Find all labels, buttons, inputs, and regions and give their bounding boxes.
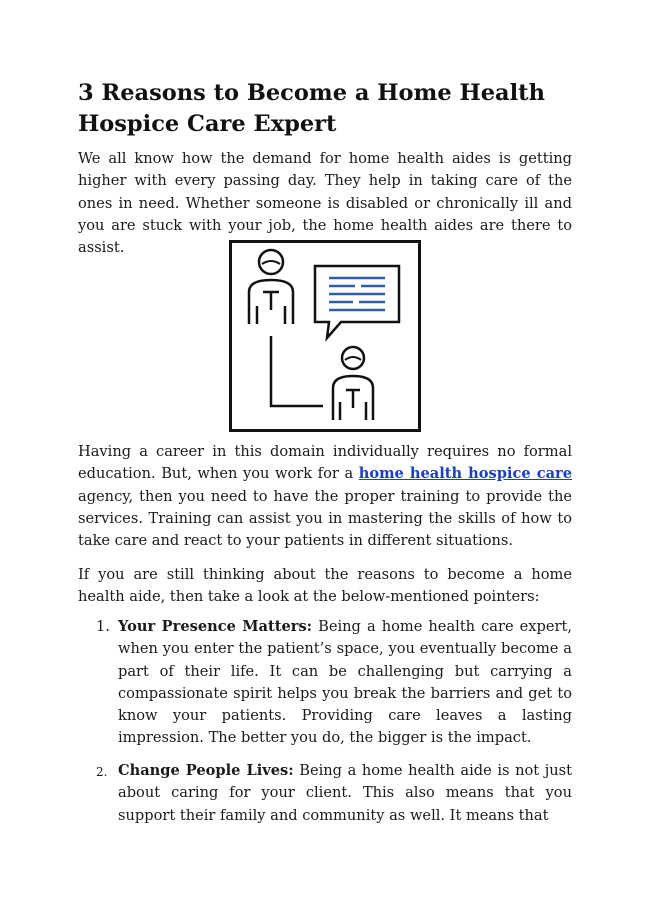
list-item-body: [118, 616, 572, 750]
list-item-title: Your Presence Matters:: [118, 618, 313, 635]
hospice-care-link[interactable]: home health hospice care: [358, 465, 573, 483]
pointers-intro-paragraph: If you are still thinking about the reasons to become a home health aide, then take a look at the below-mentioned pointers:: [78, 566, 572, 606]
list-item-body: [118, 760, 572, 827]
article-title: 3 Reasons to Become a Home Health Hospice Care Expert: [78, 80, 545, 137]
training-text-start: Having a career in this domain individually requires no formal education. But, when you work for a: [78, 443, 572, 483]
list-item-text: Being a home health care expert, when you enter the patient’s space, you eventually become a part of their life. It can be challenging but carrying a compassionate spirit helps you break the barriers and get to know your patients. Providing care leaves a lasting impression. The better you do, the bigger is the impact.: [118, 618, 572, 747]
training-text-end: agency, then you need to have the proper training to provide the services. Training can assist you in mastering the skills of how to take care and react to your patients in different situations.: [78, 487, 572, 550]
list-item-title: Change People Lives:: [118, 762, 294, 779]
training-paragraph: [78, 441, 572, 552]
list-marker: 1.: [96, 618, 110, 635]
two-people-conversation-icon: [229, 240, 421, 432]
list-marker: 2.: [96, 765, 108, 779]
intro-paragraph: We all know how the demand for home health aides is getting higher with every passing day. They help in taking care of the ones in need. Whether someone is disabled or chronically ill and you are stuck with your job, the home health aides are there to assist.: [78, 150, 572, 257]
list-item-text: Being a home health aide is not just about caring for your client. This also means that you support their family and community as well. It means that: [118, 762, 572, 824]
